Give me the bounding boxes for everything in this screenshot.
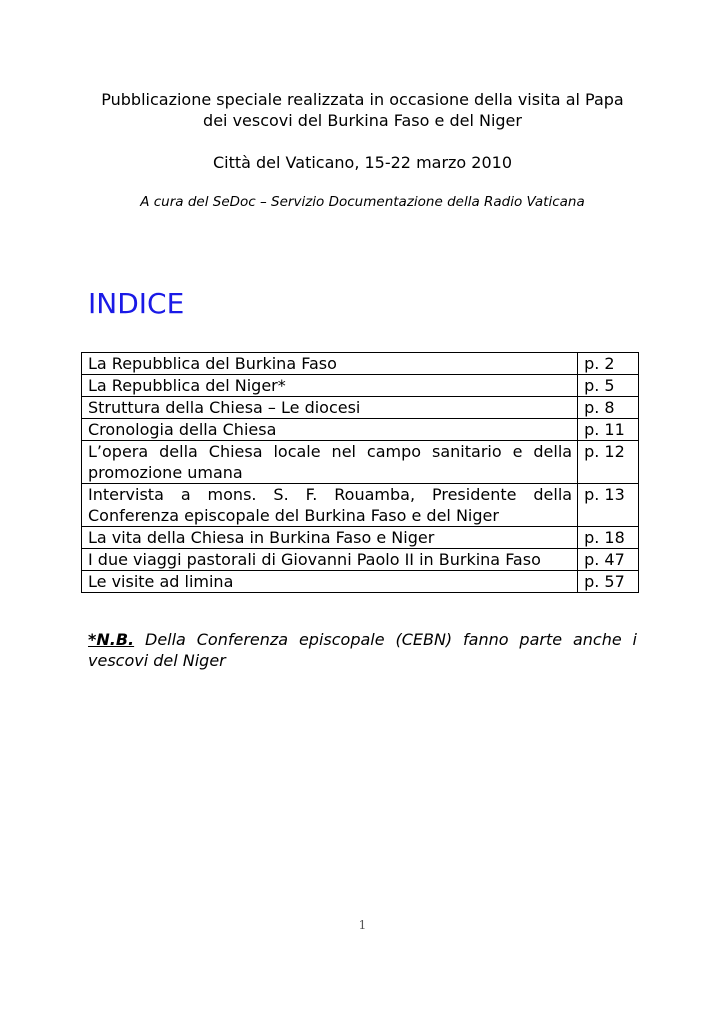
publication-title-line-1: Pubblicazione speciale realizzata in occasione della visita al Papa bbox=[101, 90, 624, 109]
toc-row bbox=[82, 571, 639, 593]
toc-row bbox=[82, 549, 639, 571]
toc-entry-page: p. 12 bbox=[578, 441, 639, 484]
footnote-label: *N.B. bbox=[88, 630, 135, 649]
toc-entry-page: p. 57 bbox=[578, 571, 639, 593]
toc-entry-title: Cronologia della Chiesa bbox=[82, 419, 578, 441]
toc-entry-page: p. 5 bbox=[578, 375, 639, 397]
index-heading: INDICE bbox=[88, 287, 185, 320]
toc-entry-page: p. 8 bbox=[578, 397, 639, 419]
toc-entry-title: Le visite ad limina bbox=[82, 571, 578, 593]
table-of-contents bbox=[81, 352, 639, 593]
toc-entry-page: p. 13 bbox=[578, 484, 639, 527]
toc-row bbox=[82, 375, 639, 397]
toc-entry-title: La Repubblica del Niger* bbox=[82, 375, 578, 397]
page-number: 1 bbox=[358, 918, 367, 932]
toc-row bbox=[82, 484, 639, 527]
toc-entry-page: p. 18 bbox=[578, 527, 639, 549]
toc-entry-title: L’opera della Chiesa locale nel campo sanitario e della promozione umana bbox=[82, 441, 578, 484]
toc-entry-page: p. 47 bbox=[578, 549, 639, 571]
toc-row bbox=[82, 397, 639, 419]
toc-row bbox=[82, 527, 639, 549]
publication-curator: A cura del SeDoc – Servizio Documentazione della Radio Vaticana bbox=[140, 194, 585, 210]
toc-row bbox=[82, 441, 639, 484]
toc-row bbox=[82, 353, 639, 375]
toc-row bbox=[82, 419, 639, 441]
footnote-text: Della Conferenza episcopale (CEBN) fanno parte anche i vescovi del Niger bbox=[88, 630, 638, 670]
toc-entry-title: La vita della Chiesa in Burkina Faso e Niger bbox=[82, 527, 578, 549]
toc-entry-title: La Repubblica del Burkina Faso bbox=[82, 353, 578, 375]
toc-entry-page: p. 2 bbox=[578, 353, 639, 375]
publication-title-line-2: dei vescovi del Burkina Faso e del Niger bbox=[203, 111, 522, 130]
toc-entry-page: p. 11 bbox=[578, 419, 639, 441]
footnote bbox=[88, 629, 637, 671]
toc-entry-title: Struttura della Chiesa – Le diocesi bbox=[82, 397, 578, 419]
publication-date: Città del Vaticano, 15-22 marzo 2010 bbox=[212, 153, 513, 172]
toc-entry-title: I due viaggi pastorali di Giovanni Paolo II in Burkina Faso bbox=[82, 549, 578, 571]
toc-entry-title: Intervista a mons. S. F. Rouamba, Presidente della Conferenza episcopale del Burkina Faso e del Niger bbox=[82, 484, 578, 527]
